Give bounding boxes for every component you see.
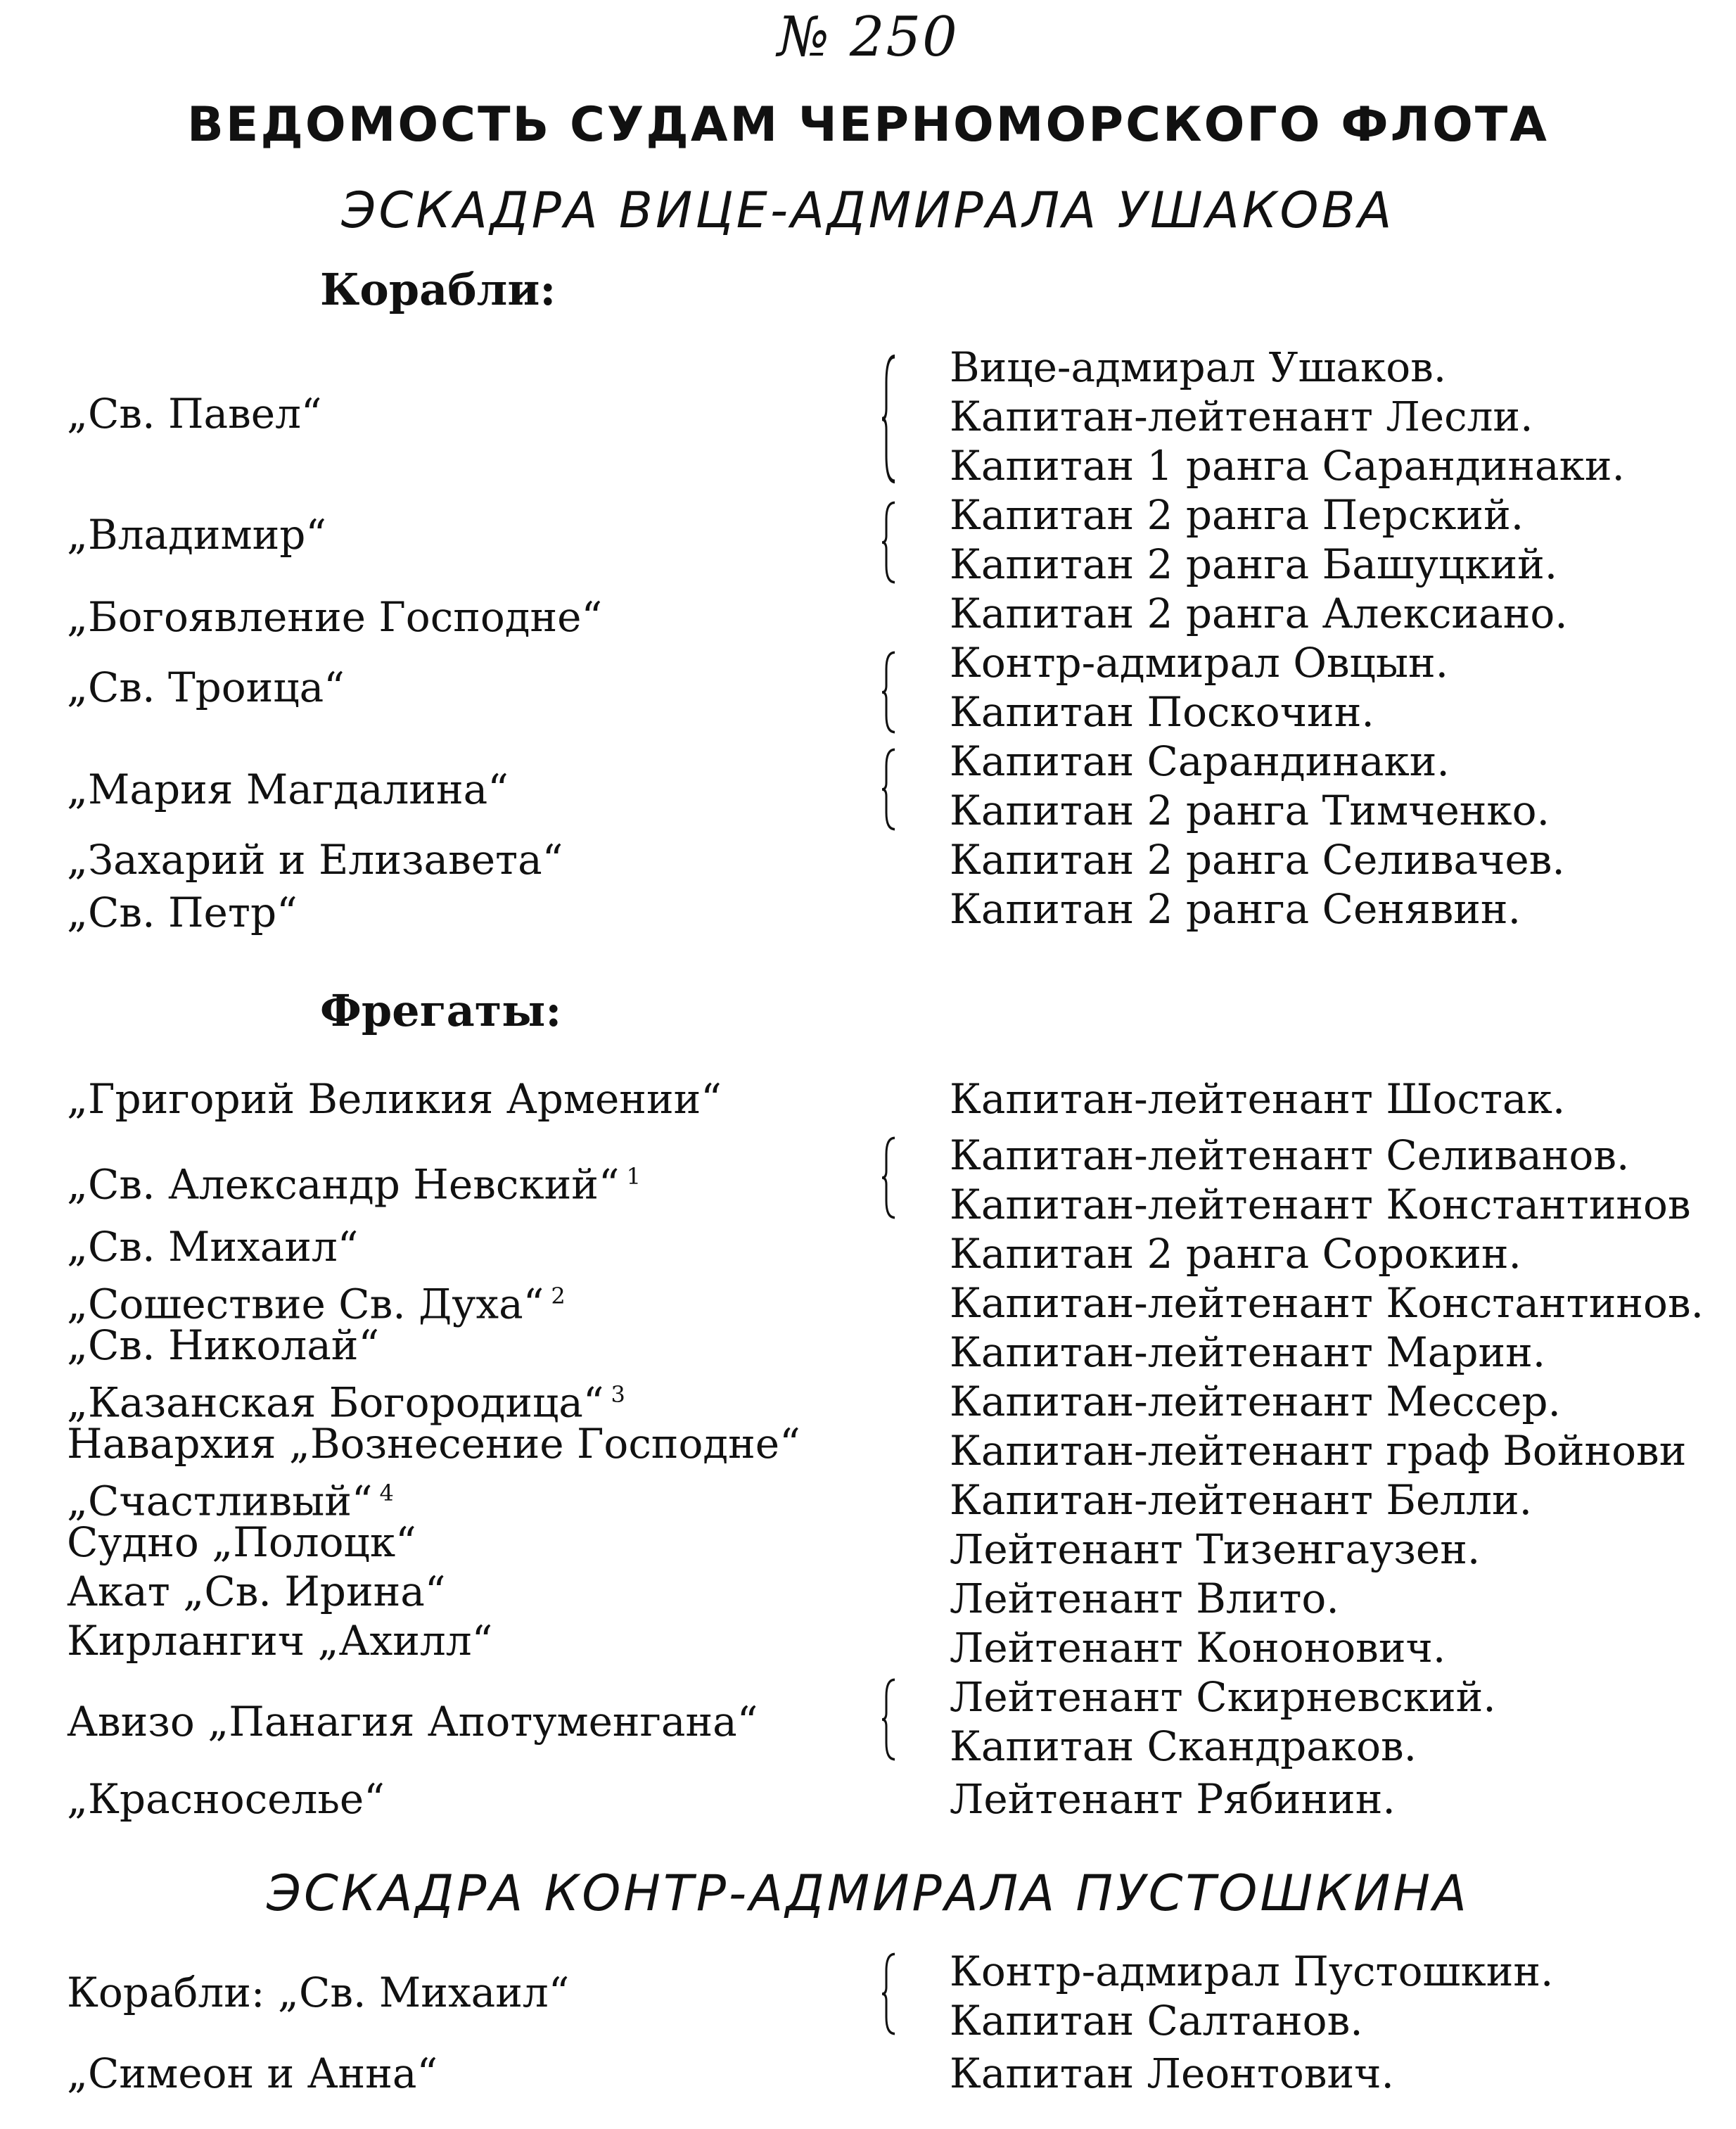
frigate-name: „Казанская Богородица“ $^3$ bbox=[67, 1378, 625, 1427]
footnote-marker: 4 bbox=[379, 1480, 394, 1506]
officer-name: Капитан 2 ранга Алексиано. bbox=[950, 590, 1568, 637]
officer-name: Капитан Скандраков. bbox=[950, 1722, 1417, 1770]
officer-name: Капитан 1 ранга Сарандинаки. bbox=[950, 442, 1625, 490]
officer-name: Лейтенант Скирневский. bbox=[950, 1673, 1496, 1721]
ship-name: „Захарий и Елизавета“ bbox=[67, 836, 563, 884]
officer-name: Капитан-лейтенант Шостак. bbox=[950, 1075, 1566, 1123]
frigate-name: Акат „Св. Ирина“ bbox=[67, 1568, 446, 1615]
officer-name: Лейтенант Кононович. bbox=[950, 1624, 1446, 1672]
officer-name: Капитан Салтанов. bbox=[950, 1997, 1363, 2045]
frigate-name: Судно „Полоцк“ bbox=[67, 1518, 416, 1566]
officer-name: Вице-адмирал Ушаков. bbox=[950, 343, 1447, 391]
officer-name: Лейтенант Тизенгаузен. bbox=[950, 1525, 1481, 1573]
officer-name: Капитан 2 ранга Перский. bbox=[950, 491, 1524, 539]
ship-name: „Св. Троица“ bbox=[67, 663, 345, 711]
officer-name: Капитан Поскочин. bbox=[950, 688, 1374, 736]
ship-name: „Мария Магдалина“ bbox=[67, 765, 509, 813]
brace-bracket bbox=[881, 1952, 896, 2035]
frigate-name: Авизо „Панагия Апотуменгана“ bbox=[67, 1698, 758, 1746]
footnote-marker: 2 bbox=[551, 1283, 566, 1309]
brace-bracket bbox=[881, 1678, 896, 1761]
officer-name: Капитан-лейтенант Белли. bbox=[950, 1476, 1533, 1524]
officer-name: Контр-адмирал Пустошкин. bbox=[950, 1947, 1554, 1995]
frigates-heading: Фрегаты: bbox=[320, 985, 562, 1036]
frigate-name: „Красноселье“ bbox=[67, 1775, 385, 1823]
footnote-marker: 3 bbox=[611, 1381, 625, 1408]
officer-name: Капитан Сарандинаки. bbox=[950, 737, 1450, 785]
officer-name: Капитан 2 ранга Тимченко. bbox=[950, 787, 1550, 834]
frigate-name: Навархия „Вознесение Господне“ bbox=[67, 1420, 800, 1468]
footnote-marker: 1 bbox=[626, 1163, 641, 1190]
brace-bracket bbox=[881, 501, 896, 584]
ship-name: „Св. Петр“ bbox=[67, 889, 298, 936]
brace-bracket bbox=[881, 1136, 896, 1219]
frigate-name: „Сошествие Св. Духа“ $^2$ bbox=[67, 1280, 566, 1328]
officer-name: Капитан-лейтенант Мессер. bbox=[950, 1378, 1561, 1425]
officer-name: Капитан-лейтенант Константинов bbox=[950, 1181, 1691, 1228]
document-number: № 250 bbox=[777, 6, 959, 69]
officer-name: Капитан Леонтович. bbox=[950, 2049, 1394, 2097]
ship-name: Корабли: „Св. Михаил“ bbox=[67, 1969, 570, 2016]
officer-name: Капитан 2 ранга Сорокин. bbox=[950, 1230, 1521, 1278]
document-title: ВЕДОМОСТЬ СУДАМ ЧЕРНОМОРСКОГО ФЛОТА bbox=[187, 97, 1549, 153]
frigate-name: „Св. Николай“ bbox=[67, 1321, 380, 1369]
officer-name: Капитан-лейтенант Лесли. bbox=[950, 393, 1533, 440]
officer-name: Капитан-лейтенант Селиванов. bbox=[950, 1131, 1630, 1179]
officer-name: Капитан-лейтенант граф Войнови bbox=[950, 1427, 1687, 1475]
officer-name: Лейтенант Рябинин. bbox=[950, 1775, 1396, 1823]
frigate-name: Кирлангич „Ахилл“ bbox=[67, 1617, 493, 1665]
brace-bracket bbox=[881, 651, 896, 734]
brace-bracket bbox=[881, 748, 896, 831]
officer-name: Капитан 2 ранга Башуцкий. bbox=[950, 540, 1558, 588]
officer-name: Капитан-лейтенант Марин. bbox=[950, 1328, 1546, 1376]
frigate-name: „Григорий Великия Армении“ bbox=[67, 1075, 722, 1123]
officer-name: Капитан-лейтенант Константинов. bbox=[950, 1279, 1704, 1327]
ship-name: „Богоявление Господне“ bbox=[67, 593, 603, 641]
officer-name: Капитан 2 ранга Селивачев. bbox=[950, 836, 1565, 884]
officer-name: Контр-адмирал Овцын. bbox=[950, 639, 1449, 687]
officer-name: Лейтенант Влито. bbox=[950, 1575, 1339, 1622]
squadron-title-ushakov: ЭСКАДРА ВИЦЕ-АДМИРАЛА УШАКОВА bbox=[341, 182, 1395, 239]
frigate-name: „Св. Александр Невский“ $^1$ bbox=[67, 1160, 641, 1209]
squadron-title-pustoshkin: ЭСКАДРА КОНТР-АДМИРАЛА ПУСТОШКИНА bbox=[267, 1864, 1469, 1922]
ship-name: „Симеон и Анна“ bbox=[67, 2049, 438, 2097]
ships-heading: Корабли: bbox=[320, 264, 556, 315]
ship-name: „Владимир“ bbox=[67, 511, 327, 559]
frigate-name: „Счастливый“ $^4$ bbox=[67, 1477, 394, 1525]
ship-name: „Св. Павел“ bbox=[67, 390, 322, 438]
brace-bracket bbox=[881, 354, 896, 484]
frigate-name: „Св. Михаил“ bbox=[67, 1223, 359, 1271]
officer-name: Капитан 2 ранга Сенявин. bbox=[950, 885, 1521, 933]
